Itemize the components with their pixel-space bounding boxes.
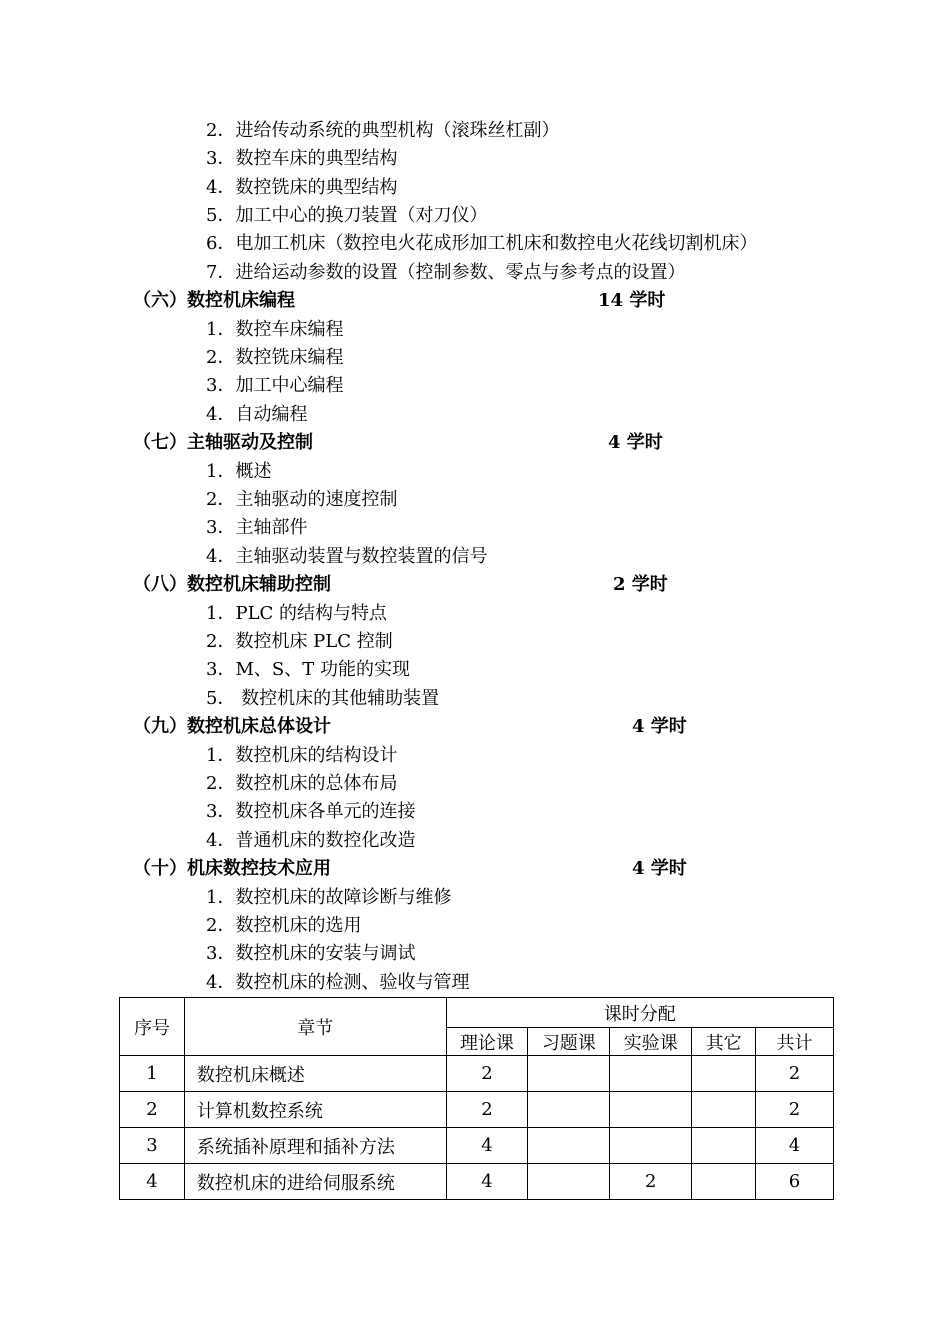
list-item: 2．进给传动系统的典型机构（滚珠丝杠副） [206,120,560,141]
list-item: 3．数控机床的安装与调试 [206,943,416,964]
cell-seq: 2 [120,1092,185,1128]
table-row [120,1056,834,1092]
header-col: 习题课 [528,1028,610,1056]
cell-value [528,1092,610,1128]
table-row [120,1092,834,1128]
cell-value [610,1092,692,1128]
list-item: 2．数控机床的选用 [206,915,362,936]
header-col: 共计 [756,1028,834,1056]
list-item: 1．数控机床的故障诊断与维修 [206,887,452,908]
section-hours: 4 学时 [632,858,687,879]
section-heading: （十）机床数控技术应用 [133,858,331,879]
header-col: 实验课 [610,1028,692,1056]
cell-value [692,1092,756,1128]
list-item: 1．PLC 的结构与特点 [206,603,388,624]
list-item: 1．数控车床编程 [206,319,344,340]
section-heading: （八）数控机床辅助控制 [133,574,331,595]
cell-chapter: 系统插补原理和插补方法 [184,1128,446,1164]
list-item: 4．数控铣床的典型结构 [206,177,398,198]
section-heading: （七）主轴驱动及控制 [133,432,313,453]
cell-value [610,1056,692,1092]
header-group: 课时分配 [446,998,834,1028]
list-item: 6．电加工机床（数控电火花成形加工机床和数控电火花线切割机床） [206,233,758,254]
hours-table [119,997,834,1200]
section-heading: （六）数控机床编程 [133,290,295,311]
cell-chapter: 数控机床的进给伺服系统 [184,1164,446,1200]
list-item: 7．进给运动参数的设置（控制参数、零点与参考点的设置） [206,262,686,283]
cell-value [528,1164,610,1200]
list-item: 3．M、S、T 功能的实现 [206,659,410,680]
cell-value [528,1128,610,1164]
list-item: 4．普通机床的数控化改造 [206,830,416,851]
section-hours: 2 学时 [613,574,668,595]
list-item: 2．数控机床 PLC 控制 [206,631,393,652]
cell-value: 2 [446,1056,528,1092]
header-seq: 序号 [120,998,185,1056]
cell-chapter: 计算机数控系统 [184,1092,446,1128]
cell-value: 2 [446,1092,528,1128]
list-item: 2．数控机床的总体布局 [206,773,398,794]
header-col: 理论课 [446,1028,528,1056]
cell-value [692,1164,756,1200]
cell-value: 2 [610,1164,692,1200]
list-item: 5． 数控机床的其他辅助装置 [206,688,440,709]
list-item: 3．数控机床各单元的连接 [206,801,416,822]
header-col: 其它 [692,1028,756,1056]
list-item: 4．主轴驱动装置与数控装置的信号 [206,546,488,567]
list-item: 3．加工中心编程 [206,375,344,396]
table-row [120,1164,834,1200]
section-hours: 4 学时 [632,716,687,737]
list-item: 2．主轴驱动的速度控制 [206,489,398,510]
cell-value [692,1056,756,1092]
list-item: 1．概述 [206,461,272,482]
cell-value: 2 [756,1092,834,1128]
cell-seq: 4 [120,1164,185,1200]
cell-value: 6 [756,1164,834,1200]
list-item: 4．数控机床的检测、验收与管理 [206,972,470,993]
list-item: 2．数控铣床编程 [206,347,344,368]
header-chapter: 章节 [184,998,446,1056]
section-hours: 4 学时 [608,432,663,453]
section-hours: 14 学时 [598,290,666,311]
cell-seq: 3 [120,1128,185,1164]
cell-value [692,1128,756,1164]
table-header-row [120,998,834,1028]
cell-chapter: 数控机床概述 [184,1056,446,1092]
list-item: 1．数控机床的结构设计 [206,745,398,766]
section-heading: （九）数控机床总体设计 [133,716,331,737]
cell-value: 4 [446,1128,528,1164]
cell-value [528,1056,610,1092]
cell-value: 4 [756,1128,834,1164]
table-row [120,1128,834,1164]
cell-value [610,1128,692,1164]
list-item: 3．数控车床的典型结构 [206,148,398,169]
cell-value: 2 [756,1056,834,1092]
cell-seq: 1 [120,1056,185,1092]
list-item: 4．自动编程 [206,404,308,425]
cell-value: 4 [446,1164,528,1200]
list-item: 5．加工中心的换刀装置（对刀仪） [206,205,488,226]
list-item: 3．主轴部件 [206,517,308,538]
